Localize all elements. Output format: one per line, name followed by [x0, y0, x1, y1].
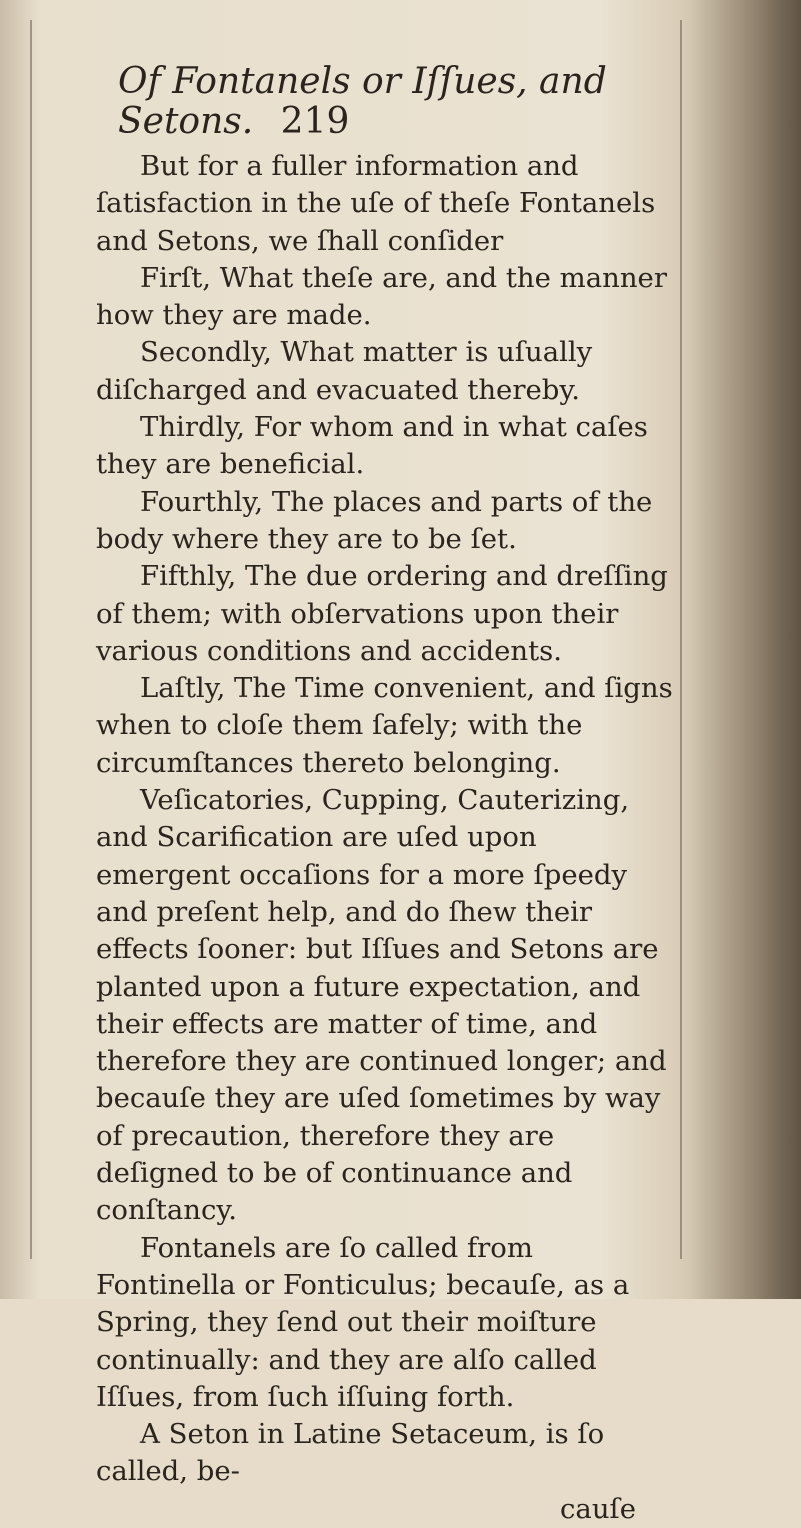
- paragraph: Firſt, What theſe are, and the manner how they are made.: [96, 261, 667, 332]
- text-block: [96, 62, 676, 1528]
- paragraph: Fifthly, The due ordering and dreſſing of them; with obſervations upon their various conditions and accidents.: [96, 560, 668, 667]
- paragraph: A Seton in Latine Setaceum, is ſo called, be-: [96, 1418, 605, 1488]
- paragraph: Veſicatories, Cupping, Cauterizing, and Scarification are uſed upon emergent occaſions for a more ſpeedy and preſent help, and do ſhew their effects ſooner: but Iſſues and Setons are planted upon a future expectation, and their effects are matter of time, and therefore they are continued longer; and becauſe they are uſed ſometimes by way of precaution, therefore they are deſigned to be of continuance and conſtancy.: [96, 784, 667, 1227]
- page-edge-rule: [680, 20, 682, 1259]
- paragraph: Laſtly, The Time convenient, and ſigns when to cloſe them ſafely; with the circumſtances thereto belonging.: [96, 672, 673, 779]
- paragraph: Fourthly, The places and parts of the body where they are to be ſet.: [96, 485, 653, 555]
- running-header: [118, 62, 676, 142]
- catchword: cauſe: [560, 1492, 636, 1525]
- paragraph: But for a fuller information and ſatisfaction in the uſe of theſe Fontanels and Setons, we ſhall conſider: [96, 150, 656, 257]
- page-shadow: [691, 0, 801, 1299]
- paragraph: Fontanels are ſo called from Fontinella or Fonticulus; becauſe, as a Spring, they ſend out their moiſture continually: and they are alſo called Iſſues, from ſuch iſſuing forth.: [96, 1231, 630, 1413]
- paragraph: Thirdly, For whom and in what caſes they are beneficial.: [96, 411, 648, 481]
- paragraph: Secondly, What matter is uſually diſcharged and evacuated thereby.: [96, 336, 593, 406]
- page-edge-rule: [30, 20, 32, 1259]
- page-number: 219: [280, 101, 350, 142]
- header-title: Of Fontanels or Iſſues, and Setons.: [118, 61, 607, 142]
